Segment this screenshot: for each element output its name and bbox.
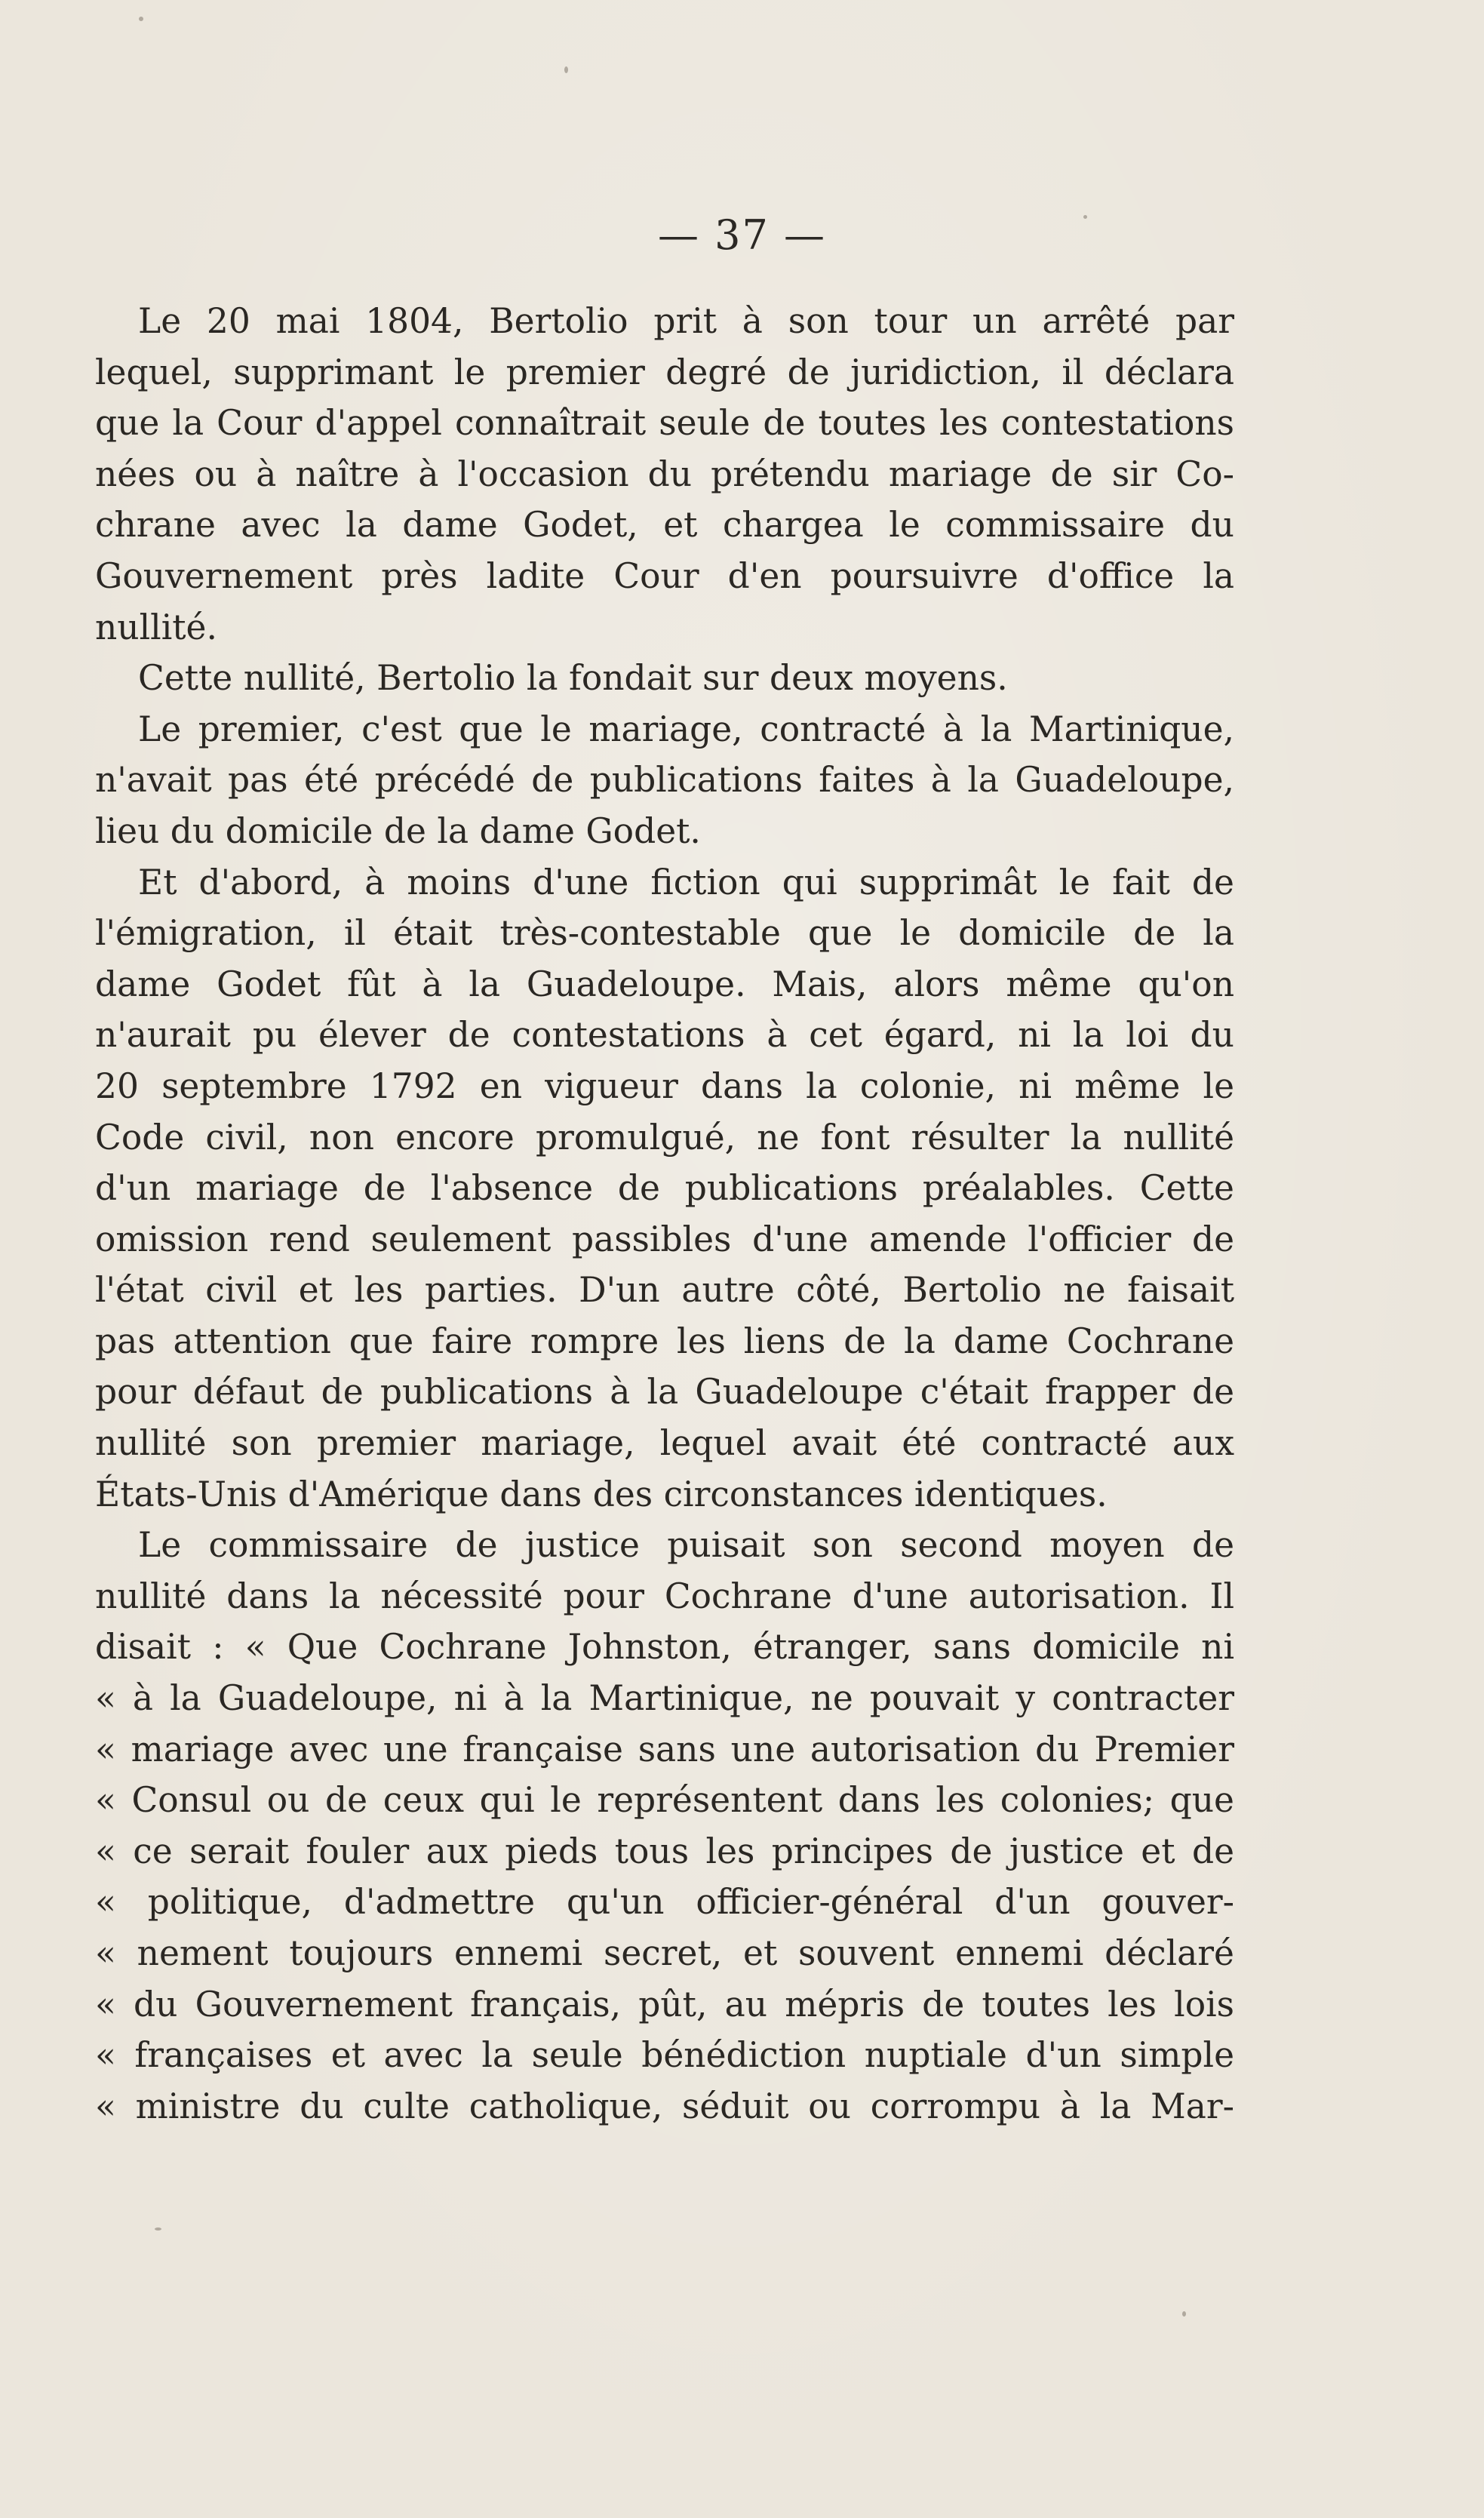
page-number: — 37 — — [657, 211, 827, 259]
text-line: « ce serait fouler aux pieds tous les principes de justice et de — [95, 1831, 1234, 1871]
text-line: nées ou à naître à l'occasion du prétendu mariage de sir Co- — [95, 453, 1234, 494]
text-line: « ministre du culte catholique, séduit ou corrompu à la Mar- — [95, 2086, 1234, 2126]
text-line: 20 septembre 1792 en vigueur dans la colonie, ni même le — [95, 1065, 1234, 1106]
text-line: Cette nullité, Bertolio la fondait sur deux moyens. — [138, 658, 1008, 699]
body-text — [95, 296, 1234, 2132]
text-line: l'état civil et les parties. D'un autre côté, Bertolio ne faisait — [95, 1270, 1234, 1311]
text-line: Le commissaire de justice puisait son second moyen de — [138, 1525, 1234, 1566]
paper-speck — [139, 17, 143, 21]
text-line: Le premier, c'est que le mariage, contracté à la Martinique, — [138, 709, 1234, 749]
text-line: Code civil, non encore promulgué, ne font résulter la nullité — [95, 1117, 1234, 1158]
text-line: d'un mariage de l'absence de publications préalables. Cette — [95, 1168, 1234, 1209]
text-line: nullité dans la nécessité pour Cochrane d'une autorisation. Il — [95, 1576, 1234, 1616]
text-line: « Consul ou de ceux qui le représentent dans les colonies; que — [95, 1780, 1234, 1821]
text-line: « du Gouvernement français, pût, au mépris de toutes les lois — [95, 1984, 1234, 2025]
text-line: omission rend seulement passibles d'une amende l'officier de — [95, 1219, 1234, 1259]
text-line: nullité son premier mariage, lequel avait été contracté aux — [95, 1423, 1234, 1464]
text-line: États-Unis d'Amérique dans des circonstances identiques. — [95, 1474, 1108, 1514]
text-line: n'aurait pu élever de contestations à cet égard, ni la loi du — [95, 1015, 1234, 1056]
text-line: Et d'abord, à moins d'une fiction qui supprimât le fait de — [138, 862, 1234, 902]
text-line: lieu du domicile de la dame Godet. — [95, 810, 701, 851]
text-line: « nement toujours ennemi secret, et souvent ennemi déclaré — [95, 1933, 1234, 1973]
text-line: pour défaut de publications à la Guadeloupe c'était frapper de — [95, 1372, 1234, 1413]
text-line: l'émigration, il était très-contestable que le domicile de la — [95, 913, 1234, 954]
text-line: pas attention que faire rompre les liens de la dame Cochrane — [95, 1320, 1234, 1361]
text-line: chrane avec la dame Godet, et chargea le commissaire du — [95, 505, 1234, 546]
paper-speck — [1182, 2311, 1186, 2317]
paper-speck — [155, 2227, 161, 2231]
text-line: « politique, d'admettre qu'un officier-général d'un gouver- — [95, 1882, 1234, 1923]
text-line: nullité. — [95, 607, 217, 647]
text-line: « à la Guadeloupe, ni à la Martinique, ne pouvait y contracter — [95, 1678, 1234, 1719]
paper-speck — [564, 66, 568, 73]
text-line: Gouvernement près ladite Cour d'en poursuivre d'office la — [95, 555, 1234, 596]
text-line: dame Godet fût à la Guadeloupe. Mais, alors même qu'on — [95, 964, 1234, 1004]
text-line: « françaises et avec la seule bénédiction nuptiale d'un simple — [95, 2035, 1234, 2076]
text-line: n'avait pas été précédé de publications faites à la Guadeloupe, — [95, 760, 1234, 801]
text-line: « mariage avec une française sans une autorisation du Premier — [95, 1729, 1234, 1769]
text-line: disait : « Que Cochrane Johnston, étranger, sans domicile ni — [95, 1627, 1234, 1668]
text-line: lequel, supprimant le premier degré de juridiction, il déclara — [95, 352, 1234, 392]
text-line: Le 20 mai 1804, Bertolio prit à son tour un arrêté par — [138, 301, 1234, 341]
text-line: que la Cour d'appel connaîtrait seule de toutes les contestations — [95, 403, 1234, 444]
